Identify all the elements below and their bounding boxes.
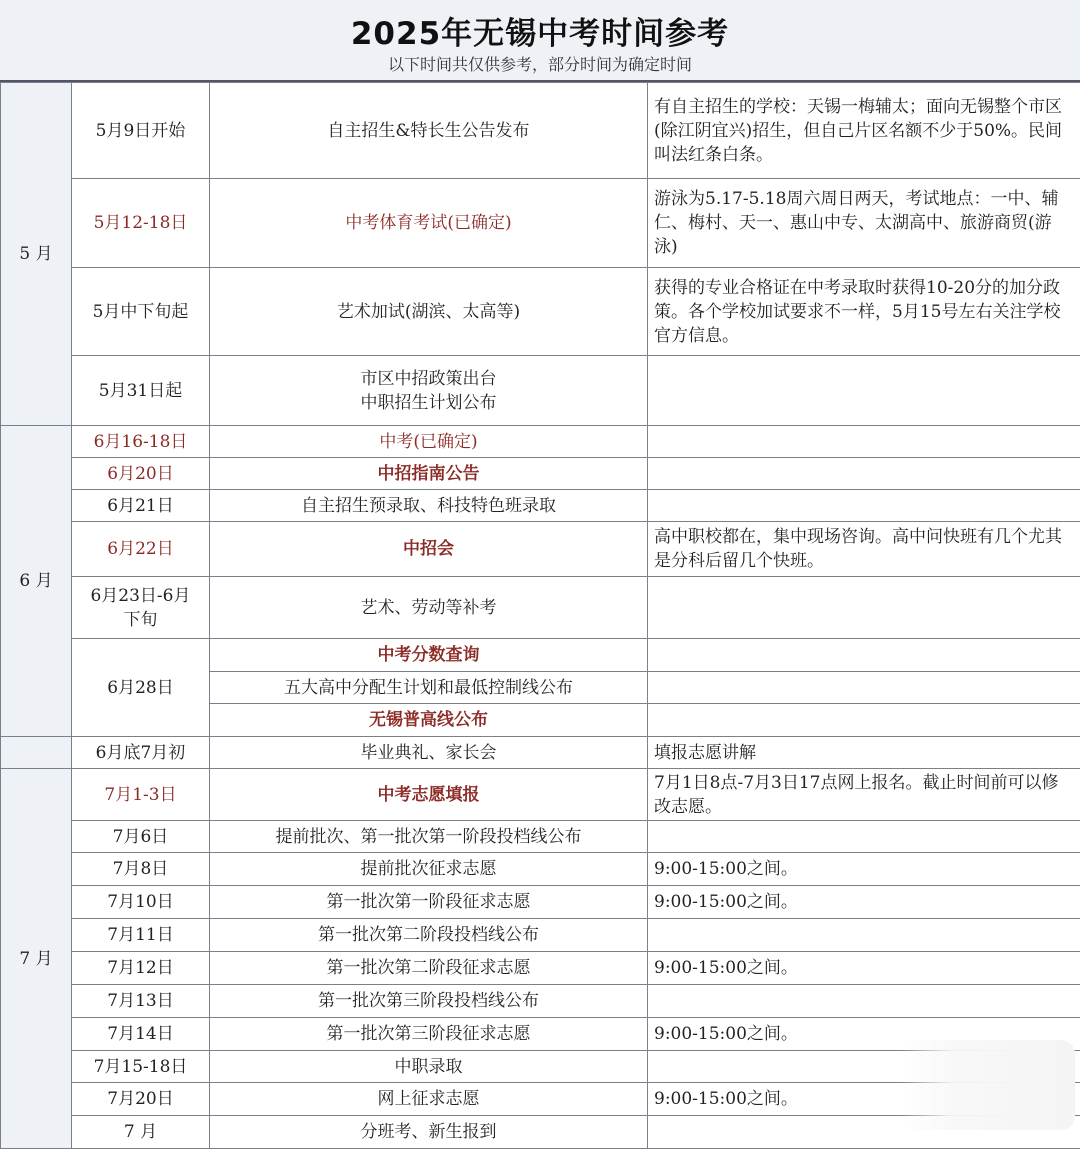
date-cell: 6月16-18日 — [72, 426, 210, 458]
note-cell — [648, 919, 1080, 952]
note-cell: 有自主招生的学校：天锡一梅辅太；面向无锡整个市区(除江阴宜兴)招生，但自己片区名额不少于50%。民间叫法红条白条。 — [648, 83, 1080, 179]
event-cell: 第一批次第三阶段投档线公布 — [210, 985, 648, 1018]
date-cell: 7月13日 — [72, 985, 210, 1018]
event-cell: 艺术、劳动等补考 — [210, 577, 648, 639]
table-row — [1, 179, 1080, 268]
date-cell: 6月底7月初 — [72, 737, 210, 769]
blurred-watermark-region — [900, 1040, 1075, 1130]
note-cell — [648, 490, 1080, 522]
event-cell: 第一批次第三阶段征求志愿 — [210, 1018, 648, 1051]
table-row — [1, 886, 1080, 919]
note-cell: 9:00-15:00之间。 — [648, 853, 1080, 886]
table-row — [1, 853, 1080, 886]
note-cell — [648, 985, 1080, 1018]
event-cell: 中考志愿填报 — [210, 769, 648, 821]
event-line: 中职招生计划公布 — [216, 391, 641, 415]
event-cell: 网上征求志愿 — [210, 1083, 648, 1116]
event-cell: 分班考、新生报到 — [210, 1116, 648, 1149]
date-cell: 7月14日 — [72, 1018, 210, 1051]
date-line: 6月23日-6月 — [78, 584, 203, 608]
note-cell: 7月1日8点-7月3日17点网上报名。截止时间前可以修改志愿。 — [648, 769, 1080, 821]
table-row — [1, 83, 1080, 179]
month-cell-may: 5 月 — [1, 83, 72, 426]
note-cell — [648, 639, 1080, 672]
date-cell: 6月21日 — [72, 490, 210, 522]
table-row — [1, 356, 1080, 426]
note-cell: 9:00-15:00之间。 — [648, 1018, 1080, 1051]
date-cell: 5月12-18日 — [72, 179, 210, 268]
header — [0, 0, 1080, 82]
page-subtitle: 以下时间共仅供参考，部分时间为确定时间 — [0, 52, 1080, 75]
event-cell: 第一批次第二阶段征求志愿 — [210, 952, 648, 985]
note-cell: 获得的专业合格证在中考录取时获得10-20分的加分政策。各个学校加试要求不一样，5月15号左右关注学校官方信息。 — [648, 268, 1080, 356]
event-cell: 艺术加试(湖滨、太高等) — [210, 268, 648, 356]
date-cell: 6月20日 — [72, 458, 210, 490]
date-cell: 5月31日起 — [72, 356, 210, 426]
date-cell: 7月1-3日 — [72, 769, 210, 821]
note-cell: 游泳为5.17-5.18周六周日两天，考试地点：一中、辅仁、梅村、天一、惠山中专、太湖高中、旅游商贸(游泳) — [648, 179, 1080, 268]
table-row — [1, 919, 1080, 952]
event-cell: 自主招生&特长生公告发布 — [210, 83, 648, 179]
event-cell: 提前批次、第一批次第一阶段投档线公布 — [210, 821, 648, 853]
event-cell: 中招指南公告 — [210, 458, 648, 490]
date-cell: 7月15-18日 — [72, 1051, 210, 1083]
note-cell — [648, 821, 1080, 853]
event-cell: 五大高中分配生计划和最低控制线公布 — [210, 672, 648, 704]
date-cell: 5月9日开始 — [72, 83, 210, 179]
table-row — [1, 985, 1080, 1018]
note-cell — [648, 356, 1080, 426]
note-cell: 9:00-15:00之间。 — [648, 1083, 1080, 1116]
event-line: 市区中招政策出台 — [216, 367, 641, 391]
table-row — [1, 821, 1080, 853]
event-cell: 自主招生预录取、科技特色班录取 — [210, 490, 648, 522]
note-cell — [648, 704, 1080, 737]
date-cell: 7月12日 — [72, 952, 210, 985]
schedule-table — [0, 82, 1080, 1149]
table-row — [1, 458, 1080, 490]
event-cell: 中考体育考试(已确定) — [210, 179, 648, 268]
event-cell: 中职录取 — [210, 1051, 648, 1083]
event-cell: 毕业典礼、家长会 — [210, 737, 648, 769]
event-cell — [210, 356, 648, 426]
table-row — [1, 952, 1080, 985]
event-cell: 第一批次第一阶段征求志愿 — [210, 886, 648, 919]
event-cell: 无锡普高线公布 — [210, 704, 648, 737]
date-cell: 6月22日 — [72, 522, 210, 577]
month-cell-july: 7 月 — [1, 769, 72, 1149]
date-cell: 7月6日 — [72, 821, 210, 853]
note-cell: 9:00-15:00之间。 — [648, 952, 1080, 985]
date-cell: 7月8日 — [72, 853, 210, 886]
event-cell: 中考分数查询 — [210, 639, 648, 672]
note-cell — [648, 672, 1080, 704]
note-cell: 9:00-15:00之间。 — [648, 886, 1080, 919]
table-row — [1, 522, 1080, 577]
page-title: 2025年无锡中考时间参考 — [0, 8, 1080, 53]
note-cell — [648, 577, 1080, 639]
date-cell — [72, 577, 210, 639]
date-cell: 7 月 — [72, 1116, 210, 1149]
table-row — [1, 426, 1080, 458]
date-cell: 7月10日 — [72, 886, 210, 919]
table-row — [1, 268, 1080, 356]
date-cell: 6月28日 — [72, 639, 210, 737]
date-line: 下旬 — [78, 608, 203, 632]
note-cell — [648, 458, 1080, 490]
table-row — [1, 577, 1080, 639]
date-cell: 5月中下旬起 — [72, 268, 210, 356]
event-cell: 提前批次征求志愿 — [210, 853, 648, 886]
table-row — [1, 769, 1080, 821]
event-cell: 中招会 — [210, 522, 648, 577]
note-cell — [648, 426, 1080, 458]
event-cell: 中考(已确定) — [210, 426, 648, 458]
date-cell: 7月11日 — [72, 919, 210, 952]
note-cell: 填报志愿讲解 — [648, 737, 1080, 769]
note-cell: 高中职校都在，集中现场咨询。高中问快班有几个尤其是分科后留几个快班。 — [648, 522, 1080, 577]
table-row — [1, 737, 1080, 769]
event-cell: 第一批次第二阶段投档线公布 — [210, 919, 648, 952]
month-cell-june: 6 月 — [1, 426, 72, 737]
month-cell-empty — [1, 737, 72, 769]
date-cell: 7月20日 — [72, 1083, 210, 1116]
table-row — [1, 639, 1080, 672]
table-row — [1, 490, 1080, 522]
